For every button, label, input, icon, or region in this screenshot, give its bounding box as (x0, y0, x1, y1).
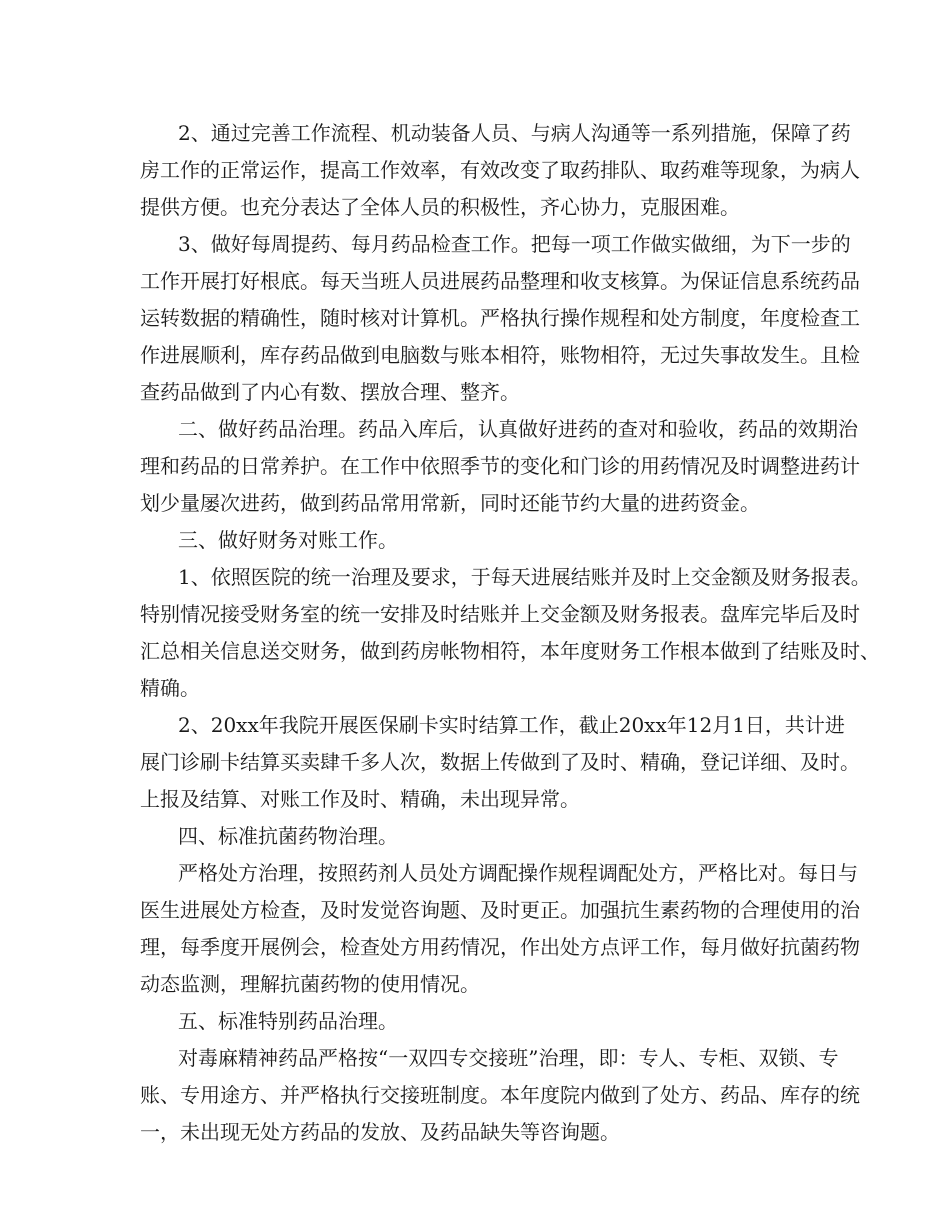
paragraph-2-line-2: 工作开展打好根底。每天当班人员进展药品整理和收支核算。为保证信息系统药品 (140, 269, 860, 293)
section-2-line-1: 二、做好药品治理。药品入库后，认真做好进药的查对和验收，药品的效期治 (178, 417, 858, 441)
paragraph-1-line-1: 2、通过完善工作流程、机动装备人员、与病人沟通等一系列措施，保障了药 (178, 121, 851, 145)
section-4-heading: 四、标准抗菌药物治理。 (178, 824, 398, 848)
section-3-item-2-line-2: 展门诊刷卡结算买卖肆千多人次，数据上传做到了及时、精确，登记详细、及时。 (140, 750, 860, 774)
section-5-line-2: 账、专用途方、并严格执行交接班制度。本年度院内做到了处方、药品、库存的统 (140, 1083, 860, 1107)
section-5-line-1: 对毒麻精神药品严格按“一双四专交接班”治理，即：专人、专柜、双锁、专 (178, 1046, 839, 1070)
section-3-item-1-line-3: 汇总相关信息送交财务，做到药房帐物相符，本年度财务工作根本做到了结账及时、 (140, 639, 880, 663)
section-4-line-3: 理，每季度开展例会，检查处方用药情况，作出处方点评工作，每月做好抗菌药物 (140, 935, 860, 959)
section-4-line-2: 医生进展处方检查，及时发觉咨询题、及时更正。加强抗生素药物的合理使用的治 (140, 898, 860, 922)
section-3-item-2-line-1: 2、20xx年我院开展医保刷卡实时结算工作，截止20xx年12月1日，共计进 (178, 713, 845, 737)
section-3-item-2-line-3: 上报及结算、对账工作及时、精确，未出现异常。 (140, 787, 580, 811)
section-4-line-1: 严格处方治理，按照药剂人员处方调配操作规程调配处方，严格比对。每日与 (178, 861, 858, 885)
section-4-line-4: 动态监测，理解抗菌药物的使用情况。 (140, 972, 480, 996)
paragraph-2-line-1: 3、做好每周提药、每月药品检查工作。把每一项工作做实做细，为下一步的 (178, 232, 851, 256)
paragraph-2-line-4: 作进展顺利，库存药品做到电脑数与账本相符，账物相符，无过失事故发生。且检 (140, 343, 860, 367)
section-3-item-1-line-2: 特别情况接受财务室的统一安排及时结账并上交金额及财务报表。盘库完毕后及时 (140, 602, 860, 626)
section-2-line-3: 划少量屡次进药，做到药品常用常新，同时还能节约大量的进药资金。 (140, 491, 760, 515)
section-5-heading: 五、标准特别药品治理。 (178, 1009, 398, 1033)
paragraph-1-line-2: 房工作的正常运作，提高工作效率，有效改变了取药排队、取药难等现象，为病人 (140, 158, 860, 182)
section-3-heading: 三、做好财务对账工作。 (178, 528, 398, 552)
section-2-line-2: 理和药品的日常养护。在工作中依照季节的变化和门诊的用药情况及时调整进药计 (140, 454, 860, 478)
section-3-item-1-line-4: 精确。 (140, 676, 200, 700)
paragraph-2-line-3: 运转数据的精确性，随时核对计算机。严格执行操作规程和处方制度，年度检查工 (140, 306, 860, 330)
section-3-item-1-line-1: 1、依照医院的统一治理及要求，于每天进展结账并及时上交金额及财务报表。 (178, 565, 871, 589)
section-5-line-3: 一，未出现无处方药品的发放、及药品缺失等咨询题。 (140, 1120, 620, 1144)
paragraph-1-line-3: 提供方便。也充分表达了全体人员的积极性，齐心协力，克服困难。 (140, 195, 740, 219)
paragraph-2-line-5: 查药品做到了内心有数、摆放合理、整齐。 (140, 380, 520, 404)
